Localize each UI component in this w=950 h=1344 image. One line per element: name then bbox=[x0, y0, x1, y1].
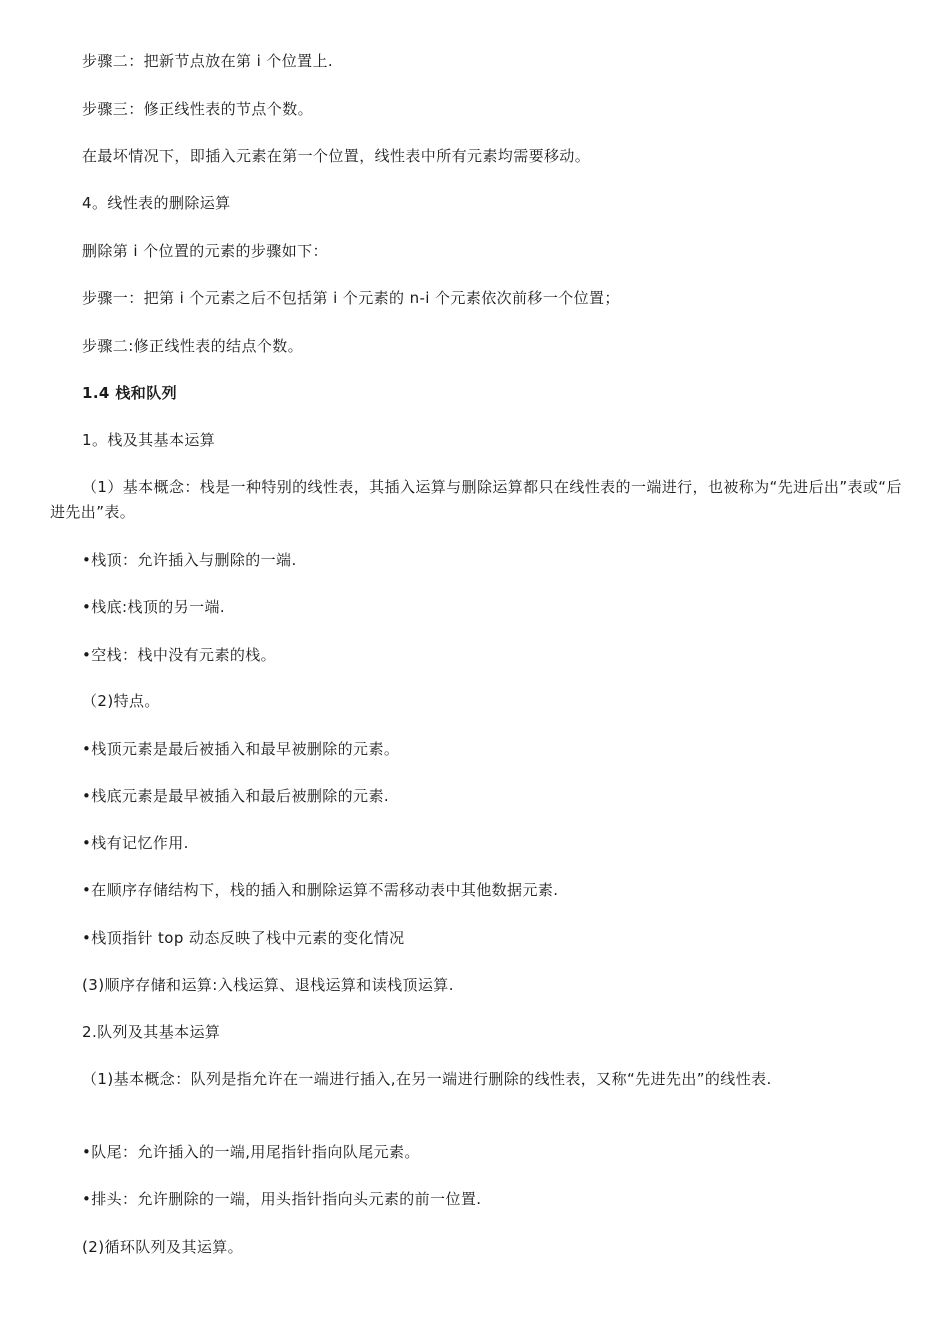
paragraph-delete-heading: 4。线性表的删除运算 bbox=[82, 194, 231, 212]
paragraph-step-two-delete: 步骤二:修正线性表的结点个数。 bbox=[82, 337, 304, 355]
section-heading-stack-queue: 1.4 栈和队列 bbox=[82, 384, 177, 402]
paragraph-stack-concept: （1）基本概念：栈是一种特别的线性表，其插入运算与删除运算都只在线性表的一端进行，也被称为“先进后出”表或“后进先出”表。 bbox=[50, 478, 902, 521]
paragraph-stack-operations: (3)顺序存储和运算:入栈运算、退栈运算和读栈顶运算. bbox=[82, 976, 454, 994]
paragraph-step-two-insert: 步骤二：把新节点放在第 i 个位置上. bbox=[82, 52, 334, 70]
list-item-top-element: •栈顶元素是最后被插入和最早被删除的元素。 bbox=[82, 740, 400, 758]
paragraph-queue-concept: （1)基本概念：队列是指允许在一端进行插入,在另一端进行删除的线性表，又称“先进先出”的线性表. bbox=[82, 1070, 772, 1088]
list-item-top-pointer: •栈顶指针 top 动态反映了栈中元素的变化情况 bbox=[82, 929, 405, 947]
paragraph-delete-steps-intro: 删除第 i 个位置的元素的步骤如下： bbox=[82, 242, 328, 260]
list-item-sequential-storage: •在顺序存储结构下，栈的插入和删除运算不需移动表中其他数据元素. bbox=[82, 881, 559, 899]
list-item-stack-bottom: •栈底:栈顶的另一端. bbox=[82, 598, 226, 616]
paragraph-circular-queue: (2)循环队列及其运算。 bbox=[82, 1238, 244, 1256]
list-item-stack-memory: •栈有记忆作用. bbox=[82, 834, 189, 852]
paragraph-queue-heading: 2.队列及其基本运算 bbox=[82, 1023, 221, 1041]
list-item-bottom-element: •栈底元素是最早被插入和最后被删除的元素. bbox=[82, 787, 390, 805]
list-item-empty-stack: •空栈：栈中没有元素的栈。 bbox=[82, 646, 277, 664]
paragraph-stack-features: （2)特点。 bbox=[82, 692, 160, 710]
list-item-queue-rear: •队尾：允许插入的一端,用尾指针指向队尾元素。 bbox=[82, 1143, 420, 1161]
paragraph-step-three: 步骤三：修正线性表的节点个数。 bbox=[82, 100, 314, 118]
paragraph-stack-heading: 1。栈及其基本运算 bbox=[82, 431, 216, 449]
paragraph-step-one-delete: 步骤一：把第 i 个元素之后不包括第 i 个元素的 n-i 个元素依次前移一个位置； bbox=[82, 289, 620, 307]
list-item-stack-top: •栈顶：允许插入与删除的一端. bbox=[82, 551, 297, 569]
list-item-queue-front: •排头：允许删除的一端，用头指针指向头元素的前一位置. bbox=[82, 1190, 482, 1208]
paragraph-worst-case: 在最坏情况下，即插入元素在第一个位置，线性表中所有元素均需要移动。 bbox=[82, 147, 591, 165]
